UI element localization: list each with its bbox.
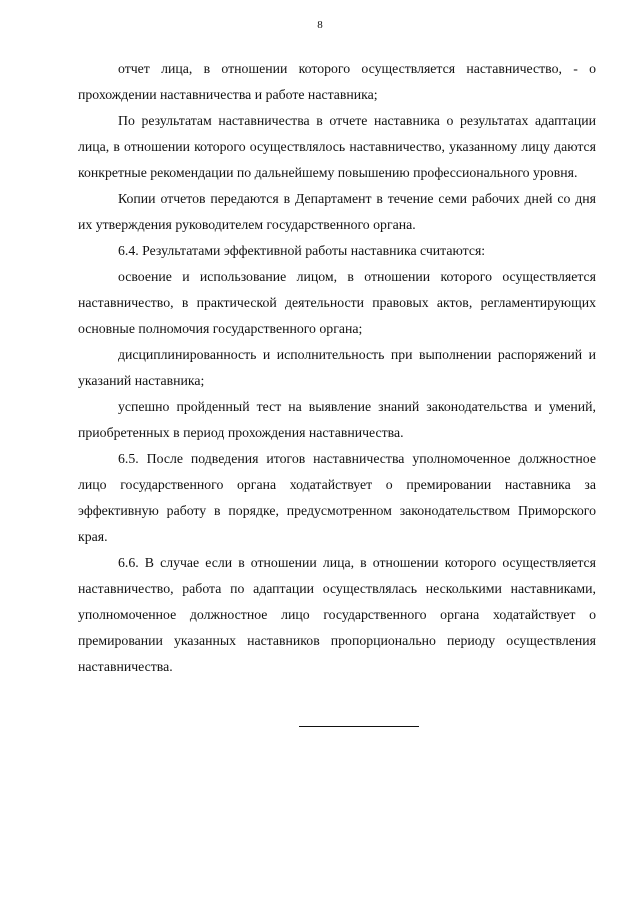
paragraph-section-6-6: 6.6. В случае если в отношении лица, в отношении которого осуществляется наставничество, работа по адаптации осуществлялась несколькими наставниками, уполномоченное должностное лицо государственного органа ходатайствует о премировании указанных наставников пропорционально периоду осуществления наставничества. — [78, 555, 596, 674]
document-body — [78, 56, 596, 680]
end-separator-line — [299, 726, 419, 727]
paragraph-mentoring-results: По результатам наставничества в отчете наставника о результатах адаптации лица, в отношении которого осуществлялось наставничество, указанному лицу даются конкретные рекомендации по дальнейшему повышению профессионального уровня. — [78, 113, 596, 180]
paragraph-discipline: дисциплинированность и исполнительность при выполнении распоряжений и указаний наставника; — [78, 347, 596, 388]
paragraph-section-6-4: 6.4. Результатами эффективной работы наставника считаются: — [118, 243, 486, 258]
paragraph-report-copies: Копии отчетов передаются в Департамент в течение семи рабочих дней со дня их утверждения руководителем государственного органа. — [78, 191, 596, 232]
paragraph-test-passed: успешно пройденный тест на выявление знаний законодательства и умений, приобретенных в период прохождения наставничества. — [78, 399, 596, 440]
paragraph-mastering-acts: освоение и использование лицом, в отношении которого осуществляется наставничество, в практической деятельности правовых актов, регламентирующих основные полномочия государственного органа; — [78, 269, 596, 336]
page-number: 8 — [317, 19, 323, 31]
paragraph-report-continuation: отчет лица, в отношении которого осуществляется наставничество, - о прохождении наставничества и работе наставника; — [78, 61, 596, 102]
paragraph-section-6-5: 6.5. После подведения итогов наставничества уполномоченное должностное лицо государственного органа ходатайствует о премировании наставника за эффективную работу в порядке, предусмотренном законодательством Приморского края. — [78, 451, 596, 544]
